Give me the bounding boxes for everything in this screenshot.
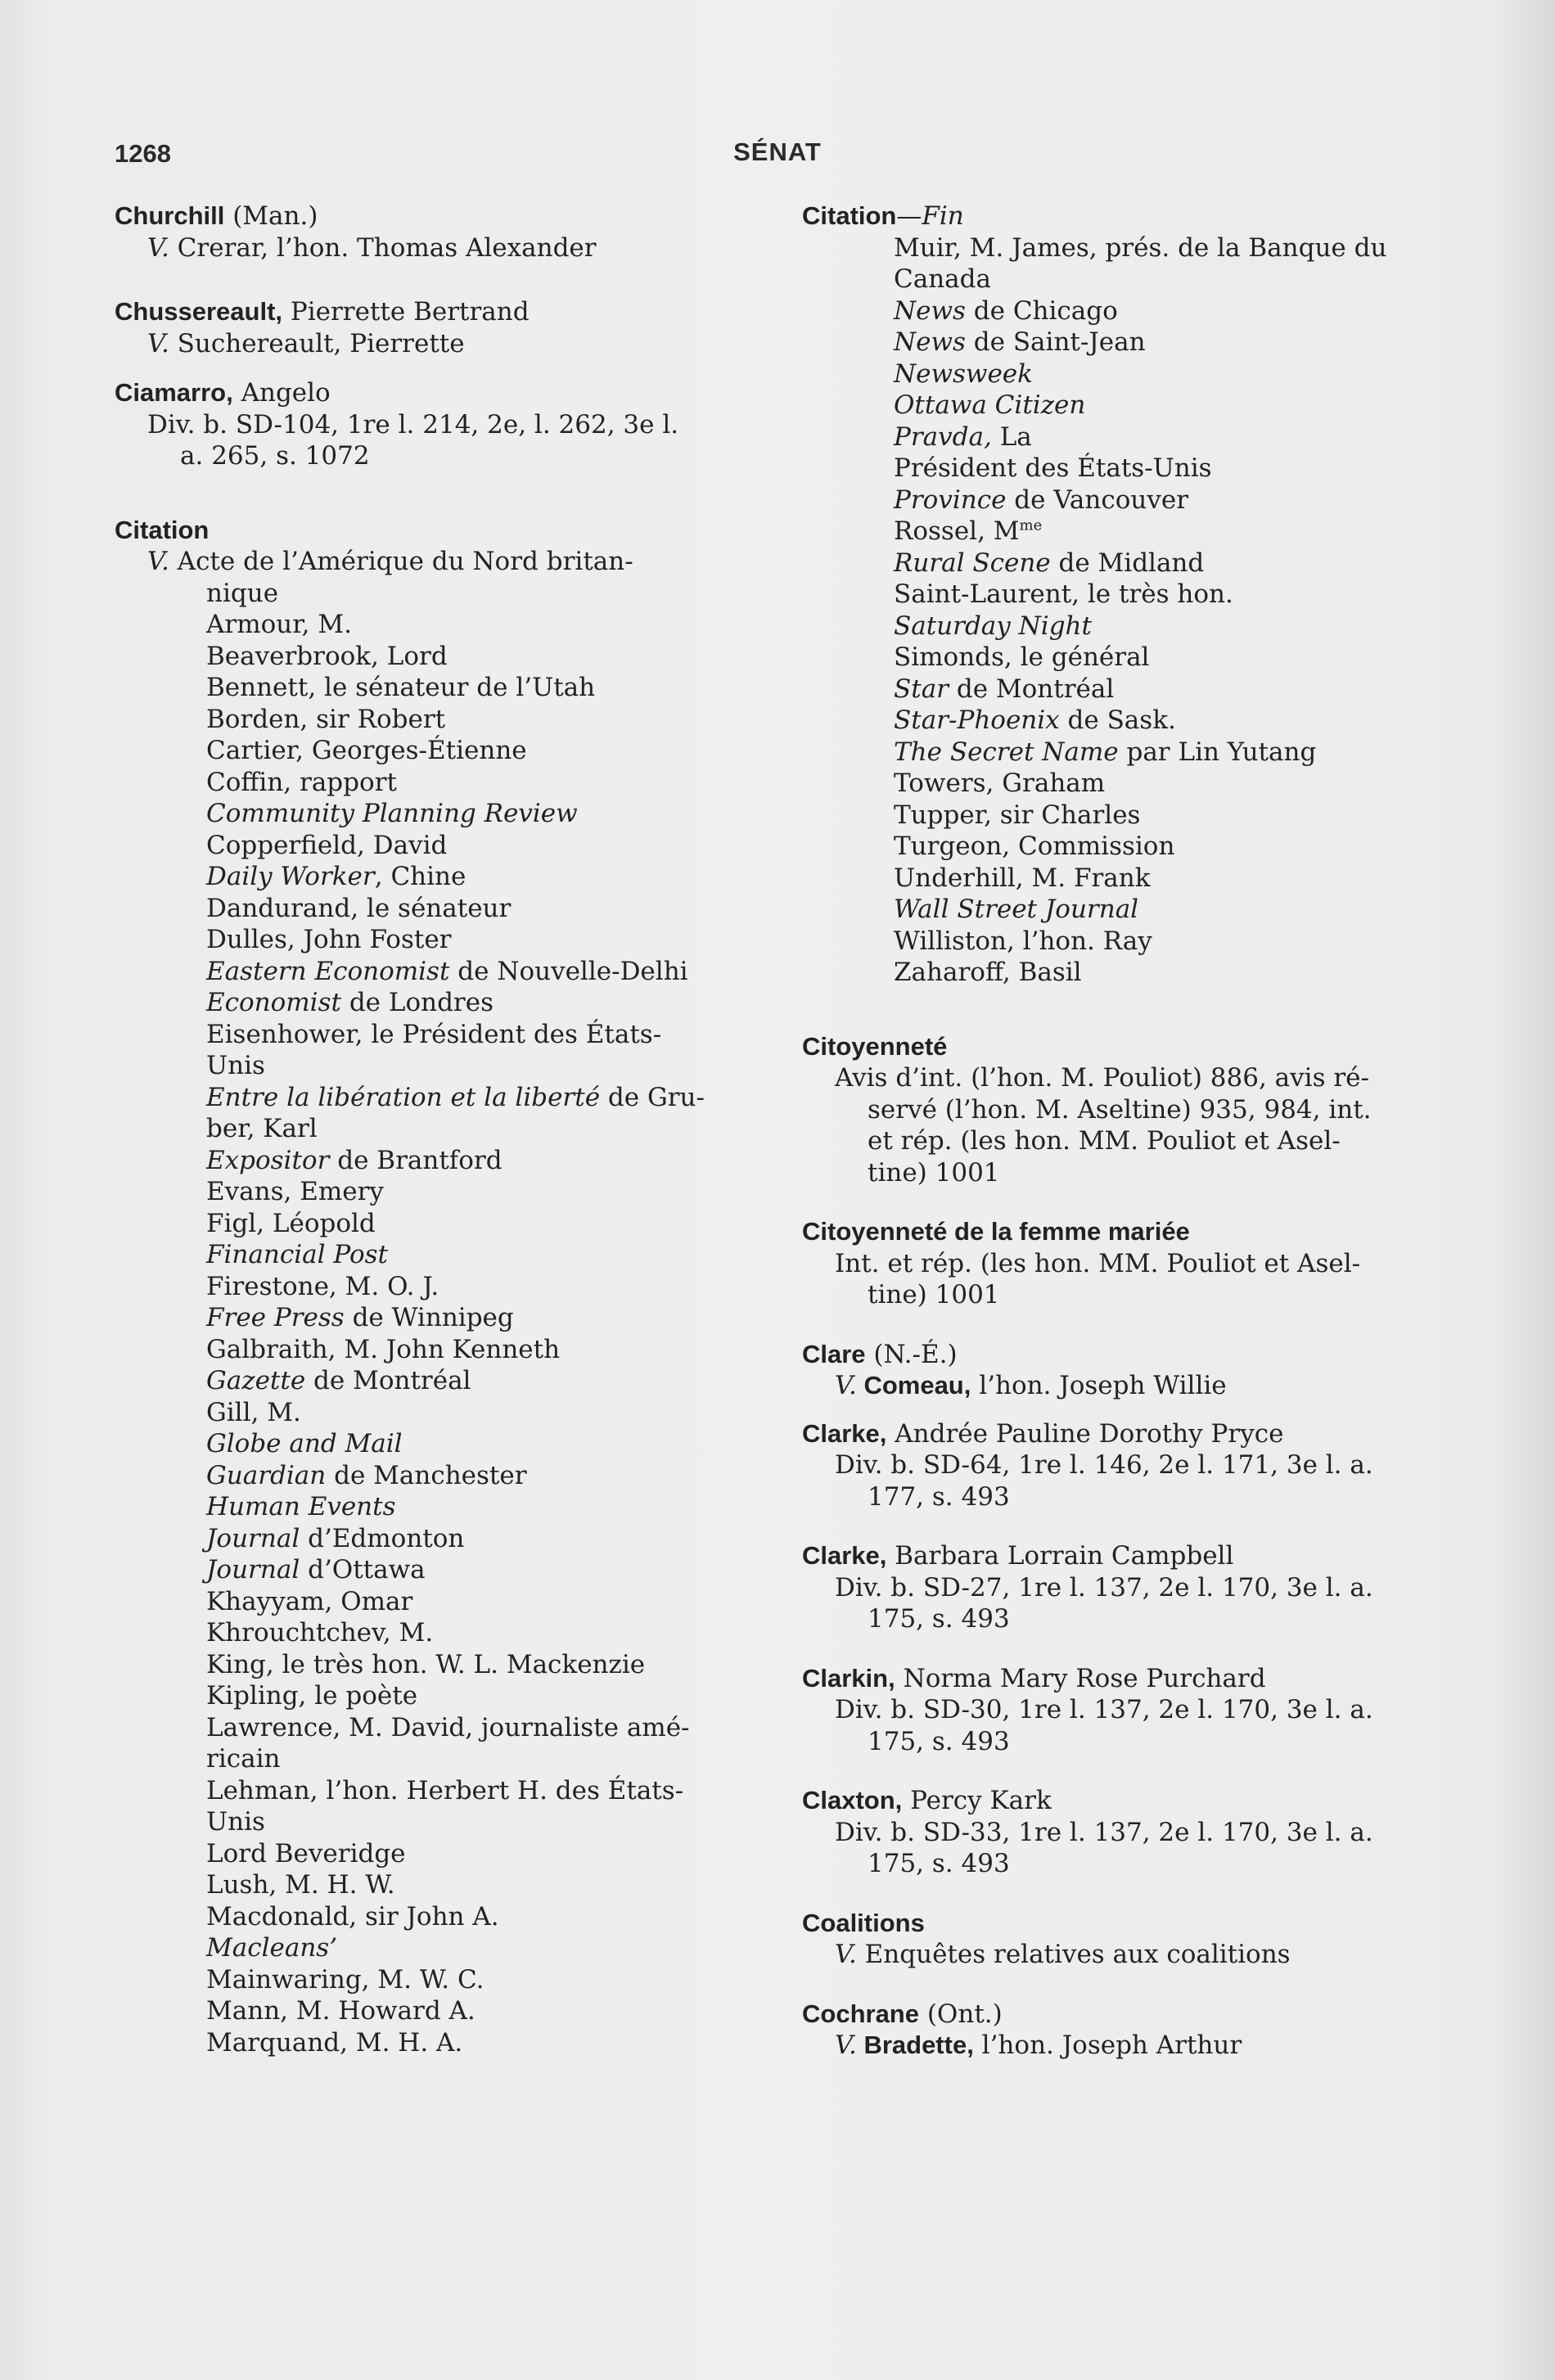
- publication-title: Saturday Night: [894, 611, 1092, 641]
- entry-head: Clarkin,: [802, 1663, 895, 1693]
- publication-title: Daily Worker: [206, 862, 375, 891]
- page-number: 1268: [115, 139, 171, 168]
- entry-head: Citation: [802, 201, 897, 230]
- entry-line: Avis d’int. (l’hon. M. Pouliot) 886, avis ré-: [835, 1063, 1369, 1093]
- item-suffix: de Manchester: [326, 1460, 527, 1490]
- right-column: [802, 201, 1469, 2062]
- citation-list: [802, 232, 1469, 989]
- entry-claxton: [802, 1785, 1469, 1880]
- entry-line: et rép. (les hon. MM. Pouliot et Asel-: [868, 1126, 1341, 1156]
- list-item: Mainwaring, M. W. C.: [206, 1964, 485, 1995]
- entry-chussereault: [115, 296, 782, 359]
- list-item: [894, 516, 1469, 548]
- item-suffix: La: [991, 421, 1032, 452]
- publication-title: Macleans’: [206, 1933, 338, 1963]
- entry-head: Citoyenneté: [802, 1031, 948, 1061]
- entry-head: Cochrane: [802, 1999, 919, 2028]
- list-item: Mann, M. Howard A.: [206, 1996, 476, 2026]
- entry-cochrane: [802, 1999, 1469, 2062]
- publication-title: Eastern Economist: [206, 956, 450, 986]
- entry-head: Citation: [115, 515, 210, 544]
- publication-title: The Secret Name: [894, 737, 1119, 767]
- entry-churchill: [115, 201, 782, 264]
- see-reference-bold: Bradette,: [856, 2031, 974, 2059]
- see-marker: V.: [835, 1371, 857, 1400]
- list-item: Coffin, rapport: [206, 767, 397, 797]
- list-item: Marquand, M. H. A.: [206, 2027, 463, 2058]
- item-suffix: de Nouvelle-Delhi: [449, 956, 688, 986]
- entry-head: Churchill: [115, 201, 225, 230]
- publication-title: Ottawa Citizen: [894, 390, 1086, 420]
- publication-title: Star: [894, 674, 949, 704]
- list-item: Gill, M.: [206, 1397, 301, 1427]
- entry-head: Claxton,: [802, 1786, 903, 1814]
- list-item: [894, 295, 1469, 327]
- list-item-cont: Canada: [894, 264, 991, 294]
- publication-title: Province: [894, 485, 1007, 515]
- list-item: [206, 1145, 782, 1177]
- list-item: [206, 1491, 782, 1523]
- entry-clarke-barbara: [802, 1540, 1469, 1635]
- list-item: [894, 674, 1469, 705]
- division-line: a. 265, s. 1072: [180, 441, 370, 471]
- see-reference-cont: nique: [206, 578, 279, 608]
- see-marker: V.: [835, 1940, 857, 1969]
- item-suffix: de Vancouver: [1006, 485, 1189, 515]
- list-item: Eisenhower, le Président des États-: [206, 1019, 662, 1049]
- list-item: [894, 737, 1469, 769]
- left-column: [115, 201, 782, 2058]
- list-item: [206, 1082, 782, 1114]
- list-item: [894, 421, 1469, 453]
- list-item: [206, 798, 782, 830]
- division-line: 175, s. 493: [868, 1604, 1010, 1634]
- list-item: [894, 358, 1469, 390]
- item-suffix: d’Ottawa: [300, 1555, 426, 1584]
- entry-head: Ciamarro,: [115, 378, 233, 407]
- list-item: Zaharoff, Basil: [894, 958, 1082, 987]
- division-line: Div. b. SD-104, 1re l. 214, 2e, l. 262, 3e l.: [147, 409, 679, 439]
- list-item: [206, 1365, 782, 1397]
- list-item: Towers, Graham: [894, 769, 1106, 798]
- entry-coalitions: [802, 1908, 1469, 1971]
- list-item-cont: Unis: [206, 1051, 265, 1080]
- list-item: [206, 1239, 782, 1271]
- list-item: Underhill, M. Frank: [894, 863, 1151, 893]
- item-suffix: de Sask.: [1059, 705, 1176, 735]
- list-item: [894, 485, 1469, 516]
- entry-tail: (N.-É.): [865, 1339, 958, 1369]
- list-item: [894, 894, 1469, 926]
- list-item: Président des États-Unis: [894, 453, 1212, 483]
- list-item: Williston, l’hon. Ray: [894, 926, 1152, 956]
- entry-clare: [802, 1339, 1469, 1402]
- list-item: Firestone, M. O. J.: [206, 1271, 439, 1301]
- list-item: Beaverbrook, Lord: [206, 641, 448, 671]
- list-item: [206, 1302, 782, 1334]
- division-line: Div. b. SD-33, 1re l. 137, 2e l. 170, 3e l. a.: [835, 1817, 1373, 1847]
- publication-title: News: [894, 327, 966, 357]
- list-item: Evans, Emery: [206, 1177, 384, 1206]
- entry-head: Clarke,: [802, 1418, 887, 1448]
- see-reference: Enquêtes relatives aux coalitions: [856, 1940, 1291, 1969]
- publication-title: Free Press: [206, 1303, 345, 1332]
- entry-tail: Pierrette Bertrand: [282, 297, 530, 327]
- division-line: Div. b. SD-64, 1re l. 146, 2e l. 171, 3e l. a.: [835, 1450, 1373, 1480]
- entry-ciamarro: [115, 377, 782, 472]
- list-item: [206, 1523, 782, 1555]
- entry-citation: [115, 515, 782, 2059]
- list-item: [206, 861, 782, 893]
- see-marker: V.: [835, 2031, 857, 2060]
- entry-head: Citoyenneté de la femme mariée: [802, 1217, 1190, 1246]
- list-item: King, le très hon. W. L. Mackenzie: [206, 1649, 646, 1679]
- list-item: Lehman, l’hon. Herbert H. des États-: [206, 1775, 684, 1805]
- item-suffix: de Montréal: [305, 1366, 471, 1395]
- citation-list: [115, 609, 782, 2058]
- list-item: Copperfield, David: [206, 830, 448, 860]
- list-item: [894, 548, 1469, 579]
- list-item: [206, 1554, 782, 1586]
- entry-line: servé (l’hon. M. Aseltine) 935, 984, int.: [868, 1094, 1372, 1125]
- entry-clarke-andree: [802, 1418, 1469, 1513]
- item-suffix: de Brantford: [329, 1145, 503, 1175]
- see-reference: Suchereault, Pierrette: [169, 328, 465, 358]
- entry-line: Int. et rép. (les hon. MM. Pouliot et Asel-: [835, 1248, 1361, 1278]
- list-item: Bennett, le sénateur de l’Utah: [206, 673, 596, 702]
- running-head: SÉNAT: [733, 137, 822, 166]
- list-item: Borden, sir Robert: [206, 704, 446, 734]
- list-item: Saint-Laurent, le très hon.: [894, 579, 1233, 609]
- publication-title: Community Planning Review: [206, 799, 578, 828]
- item-suffix: d’Edmonton: [300, 1523, 465, 1553]
- list-item-cont: ricain: [206, 1744, 281, 1774]
- list-item-cont: Unis: [206, 1807, 265, 1837]
- item-suffix: , Chine: [374, 862, 466, 891]
- list-item: Khayyam, Omar: [206, 1586, 413, 1616]
- entry-tail: Norma Mary Rose Purchard: [895, 1663, 1266, 1693]
- list-item: [206, 987, 782, 1019]
- entry-citoyennete: [802, 1031, 1469, 1189]
- entry-tail: Angelo: [232, 378, 331, 408]
- list-item: Simonds, le général: [894, 642, 1150, 672]
- item-suffix: de Montréal: [949, 674, 1115, 704]
- division-line: Div. b. SD-27, 1re l. 137, 2e l. 170, 3e l. a.: [835, 1572, 1373, 1602]
- publication-title: Expositor: [206, 1145, 330, 1175]
- list-item: Armour, M.: [206, 610, 352, 639]
- see-reference-bold: Comeau,: [856, 1371, 971, 1400]
- publication-title: Gazette: [206, 1366, 306, 1395]
- publication-title: Journal: [206, 1555, 300, 1584]
- list-item: [894, 327, 1469, 358]
- see-reference: l’hon. Joseph Arthur: [973, 2031, 1242, 2060]
- entry-head: Clarke,: [802, 1541, 887, 1570]
- entry-tail: Percy Kark: [902, 1786, 1052, 1815]
- list-item: [894, 390, 1469, 421]
- entry-tail: (Ont.): [918, 1999, 1003, 2029]
- list-item: [206, 1932, 782, 1964]
- item-suffix: de Winnipeg: [344, 1303, 514, 1332]
- entry-line: tine) 1001: [868, 1280, 1000, 1309]
- see-marker: V.: [147, 328, 169, 358]
- list-item: Macdonald, sir John A.: [206, 1901, 499, 1931]
- entry-citation-fin: [802, 201, 1469, 989]
- publication-title: News: [894, 295, 966, 326]
- item-suffix: de Gru-: [600, 1082, 705, 1112]
- publication-title: Entre la libération et la liberté: [206, 1082, 601, 1112]
- list-item: Cartier, Georges-Étienne: [206, 736, 527, 765]
- list-item: [894, 705, 1469, 737]
- item-suffix: de Midland: [1050, 548, 1205, 578]
- division-line: 177, s. 493: [868, 1481, 1010, 1512]
- item-suffix: par Lin Yutang: [1118, 737, 1317, 767]
- list-item: Kipling, le poète: [206, 1681, 418, 1711]
- publication-title: Rural Scene: [894, 548, 1051, 578]
- entry-tail: Andrée Pauline Dorothy Pryce: [886, 1418, 1284, 1449]
- list-item: Muir, M. James, prés. de la Banque du: [894, 232, 1387, 263]
- publication-title: Globe and Mail: [206, 1429, 403, 1458]
- list-item: Khrouchtchev, M.: [206, 1618, 434, 1648]
- publication-title: Newsweek: [894, 358, 1033, 389]
- division-line: 175, s. 493: [868, 1726, 1010, 1756]
- list-item: Lush, M. H. W.: [206, 1870, 395, 1900]
- entry-clarkin: [802, 1663, 1469, 1758]
- list-item: Turgeon, Commission: [894, 832, 1175, 861]
- list-item: [206, 956, 782, 988]
- item-suffix: de Saint-Jean: [965, 327, 1146, 357]
- see-marker: V.: [147, 547, 169, 576]
- list-item-cont: ber, Karl: [206, 1114, 318, 1143]
- division-line: 175, s. 493: [868, 1849, 1010, 1878]
- publication-title: Guardian: [206, 1460, 327, 1490]
- entry-head: Clare: [802, 1339, 866, 1368]
- list-item: Galbraith, M. John Kenneth: [206, 1334, 561, 1364]
- list-item: Figl, Léopold: [206, 1208, 376, 1238]
- item-text: Rossel, M: [894, 516, 1020, 546]
- publication-title: Pravda,: [894, 421, 992, 452]
- list-item: Dandurand, le sénateur: [206, 893, 512, 923]
- publication-title: Wall Street Journal: [894, 895, 1139, 924]
- publication-title: Journal: [206, 1523, 300, 1553]
- superscript: me: [1019, 516, 1043, 534]
- item-suffix: de Londres: [340, 988, 494, 1017]
- item-suffix: de Chicago: [965, 295, 1118, 326]
- publication-title: Economist: [206, 988, 341, 1017]
- entry-tail: —Fin: [896, 201, 964, 231]
- entry-tail: (Man.): [224, 201, 318, 231]
- entry-citoyennete-femme: [802, 1216, 1469, 1311]
- entry-line: tine) 1001: [868, 1157, 1000, 1188]
- entry-head: Coalitions: [802, 1908, 925, 1937]
- entry-head: Chussereault,: [115, 297, 283, 326]
- see-reference: Acte de l’Amérique du Nord britan-: [169, 547, 633, 576]
- list-item: Lord Beveridge: [206, 1838, 406, 1868]
- list-item: [894, 611, 1469, 642]
- see-marker: V.: [147, 232, 169, 263]
- publication-title: Financial Post: [206, 1240, 388, 1269]
- see-reference: Crerar, l’hon. Thomas Alexander: [169, 232, 597, 263]
- entry-tail: Barbara Lorrain Campbell: [886, 1541, 1234, 1571]
- list-item: Lawrence, M. David, journaliste amé-: [206, 1712, 690, 1742]
- see-reference: l’hon. Joseph Willie: [971, 1371, 1227, 1400]
- list-item: [206, 1428, 782, 1460]
- publication-title: Human Events: [206, 1492, 396, 1521]
- list-item: Dulles, John Foster: [206, 925, 452, 954]
- list-item: [206, 1460, 782, 1492]
- publication-title: Star-Phoenix: [894, 705, 1060, 735]
- list-item: Tupper, sir Charles: [894, 800, 1141, 830]
- division-line: Div. b. SD-30, 1re l. 137, 2e l. 170, 3e l. a.: [835, 1695, 1373, 1724]
